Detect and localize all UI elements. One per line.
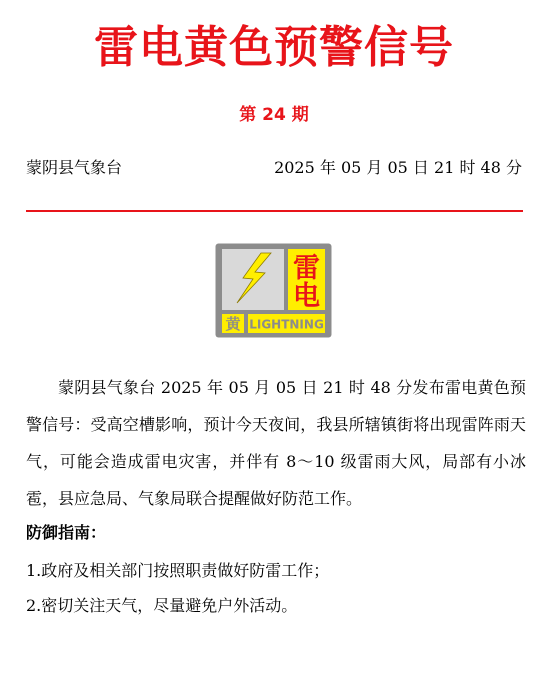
warning-body-paragraph: 蒙阴县气象台 2025 年 05 月 05 日 21 时 48 分发布雷电黄色预警信号：受高空槽影响，预计今天夜间，我县所辖镇街将出现雷阵雨天气，可能会造成雷电灾害，并伴有 8～10 级雷雨大风，局部有小冰雹，县应急局、气象局联合提醒做好防范工作。 bbox=[26, 378, 526, 508]
issue-number: 第 24 期 bbox=[239, 105, 309, 125]
issue-datetime: 2025 年 05 月 05 日 21 时 48 分 bbox=[274, 158, 522, 177]
signal-name-char-2: 电 bbox=[293, 281, 320, 312]
lightning-warning-signal bbox=[215, 243, 332, 338]
signal-level-char: 黄 bbox=[225, 315, 241, 333]
header-divider bbox=[26, 210, 523, 212]
warning-title: 雷电黄色预警信号 bbox=[94, 22, 454, 73]
signal-name-char-1: 雷 bbox=[293, 253, 320, 284]
defense-guide-item-2: 2.密切关注天气，尽量避免户外活动。 bbox=[26, 596, 298, 615]
defense-guide-item-1: 1.政府及相关部门按照职责做好防雷工作； bbox=[26, 561, 330, 580]
signal-english-label: LIGHTNING bbox=[249, 317, 324, 332]
issuer-name: 蒙阴县气象台 bbox=[26, 158, 123, 177]
defense-guide-title: 防御指南： bbox=[26, 523, 107, 542]
